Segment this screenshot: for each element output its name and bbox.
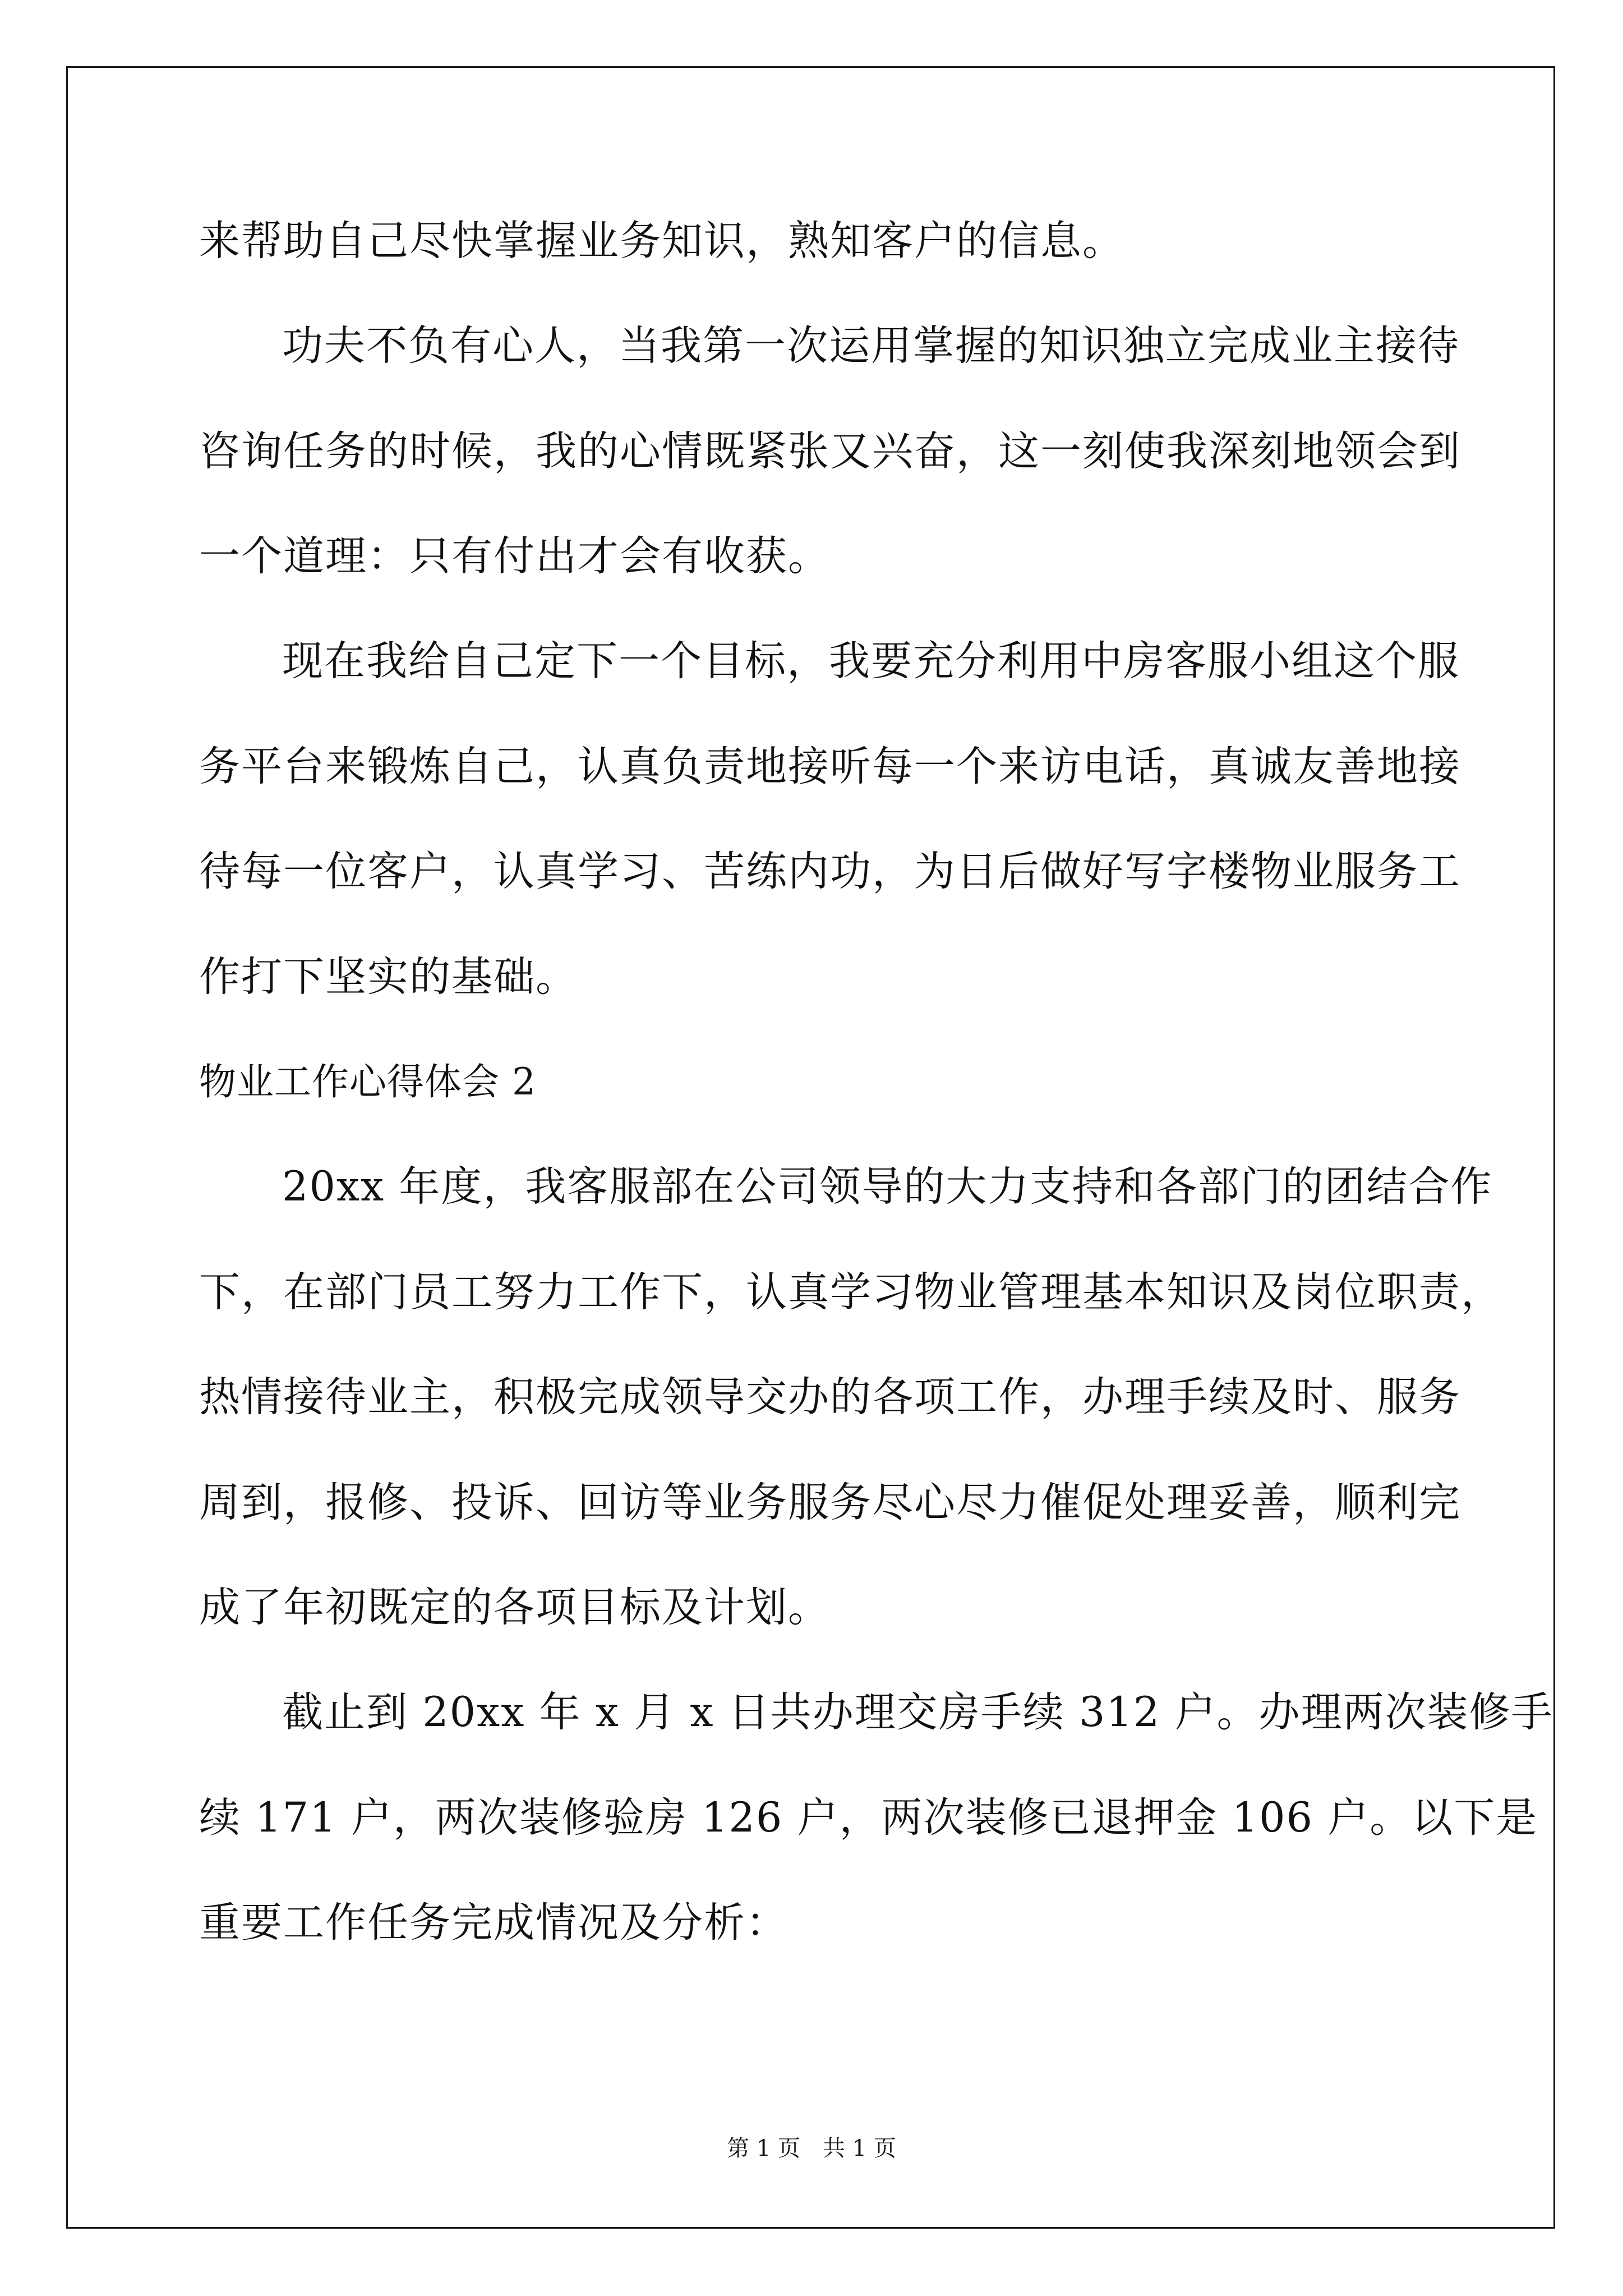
paragraph-line: 成了年初既定的各项目标及计划。 bbox=[199, 1584, 830, 1631]
paragraph-line: 重要工作任务完成情况及分析： bbox=[199, 1899, 788, 1947]
paragraph-line: 周到，报修、投诉、回访等业务服务尽心尽力催促处理妥善，顺利完 bbox=[199, 1479, 1461, 1526]
paragraph-line: 热情接待业主，积极完成领导交办的各项工作，办理手续及时、服务 bbox=[199, 1373, 1461, 1421]
paragraph-line: 来帮助自己尽快掌握业务知识，熟知客户的信息。 bbox=[199, 217, 1124, 265]
section-heading: 物业工作心得体会 2 bbox=[199, 1060, 536, 1103]
paragraph-line: 待每一位客户，认真学习、苦练内功，为日后做好写字楼物业服务工 bbox=[199, 848, 1461, 895]
paragraph-line: 咨询任务的时候，我的心情既紧张又兴奋，这一刻使我深刻地领会到 bbox=[199, 427, 1461, 475]
paragraph-line: 一个道理：只有付出才会有收获。 bbox=[199, 532, 830, 580]
paragraph-line: 务平台来锻炼自己，认真负责地接听每一个来访电话，真诚友善地接 bbox=[199, 743, 1461, 790]
page-number-footer: 第 1 页 共 1 页 bbox=[727, 2136, 896, 2161]
paragraph-line: 截止到 20xx 年 x 月 x 日共办理交房手续 312 户。办理两次装修手 bbox=[282, 1688, 1553, 1736]
paragraph-line: 下，在部门员工努力工作下，认真学习物业管理基本知识及岗位职责， bbox=[199, 1268, 1503, 1316]
paragraph-line: 20xx 年度，我客服部在公司领导的大力支持和各部门的团结合作 bbox=[282, 1163, 1493, 1211]
paragraph-line: 功夫不负有心人，当我第一次运用掌握的知识独立完成业主接待 bbox=[282, 322, 1460, 370]
paragraph-line: 续 171 户，两次装修验房 126 户，两次装修已退押金 106 户。以下是 bbox=[199, 1794, 1538, 1842]
paragraph-line: 现在我给自己定下一个目标，我要充分利用中房客服小组这个服 bbox=[282, 637, 1460, 685]
paragraph-line: 作打下坚实的基础。 bbox=[199, 953, 578, 1001]
